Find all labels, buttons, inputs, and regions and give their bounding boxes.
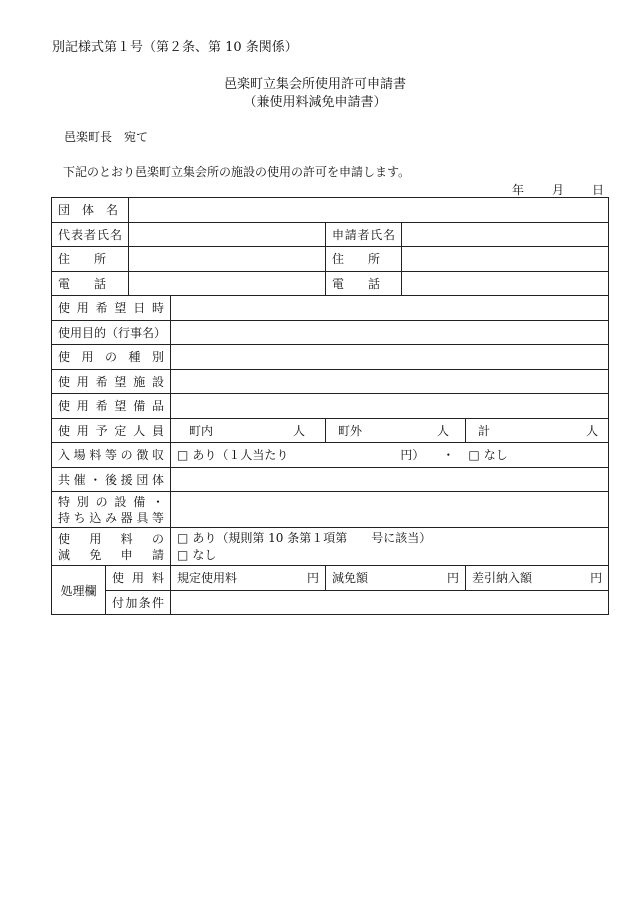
standard-fee-field[interactable] [171,566,326,591]
label-representative: 代表者氏名 [52,222,129,247]
label-group-name: 団 体 名 [52,198,129,223]
row-fee-reduction [52,528,609,566]
row-additional-conditions [52,590,609,615]
applicant-field[interactable] [402,222,609,247]
label-special-equipment-line1: 特別の設備・ [58,494,165,509]
checkbox-reduction-no[interactable]: □ [177,547,189,562]
label-in-town: 町内 [189,423,214,438]
reduction-no-label: なし [192,547,217,562]
fee-reduction-field[interactable] [171,528,609,566]
phone-field-2[interactable] [402,271,609,296]
label-usage-type: 使用の種別 [52,345,171,370]
unit-yen: 円 [447,571,460,586]
application-form-table [51,197,609,615]
row-group-name [52,198,609,223]
label-purpose: 使用目的（行事名） [52,320,171,345]
phone-field[interactable] [129,271,326,296]
unit-yen: 円 [590,571,603,586]
label-phone-2: 電 話 [326,271,402,296]
addressee: 邑楽町長 宛て [64,130,149,144]
row-desired-equipment [52,394,609,419]
label-standard-fee: 規定使用料 [177,571,238,586]
reduction-yes-label: あり（規則第 10 条第１項第 号に該当） [192,530,432,545]
row-desired-facility [52,369,609,394]
row-representative [52,222,609,247]
reduction-amount-field[interactable] [326,566,466,591]
row-phone [52,271,609,296]
label-special-equipment-line2: 持ち込み器具等 [58,510,165,525]
people-total-field[interactable] [466,418,609,443]
row-desired-datetime [52,296,609,321]
label-desired-equipment: 使用希望備品 [52,394,171,419]
form-subtitle: （兼使用料減免申請書） [243,95,387,110]
special-equipment-field[interactable] [171,492,609,528]
label-fee-reduction [52,528,171,566]
label-net-payment: 差引納入額 [472,571,533,586]
date-day: 日 [591,183,604,197]
admission-yen-label: 円） [400,448,425,463]
row-special-equipment [52,492,609,528]
checkbox-reduction-yes[interactable]: □ [177,530,189,545]
date-year: 年 [511,183,524,197]
address-field-2[interactable] [402,247,609,272]
label-outside: 町外 [338,423,363,438]
label-sponsors: 共催・後援団体 [52,467,171,492]
label-desired-datetime: 使用希望日時 [52,296,171,321]
admission-fee-field[interactable] [171,443,609,468]
label-processing: 処理欄 [52,566,106,615]
label-applicant: 申請者氏名 [326,222,402,247]
label-desired-facility: 使用希望施設 [52,369,171,394]
row-sponsors [52,467,609,492]
checkbox-admission-yes[interactable]: □ [177,448,189,463]
label-address-2: 住 所 [326,247,402,272]
date-line [512,181,604,198]
row-planned-people [52,418,609,443]
label-usage-fee: 使用料 [106,566,171,591]
label-admission-fee: 入場料等の徴収 [52,443,171,468]
desired-datetime-field[interactable] [171,296,609,321]
date-month: 月 [551,183,564,197]
row-address [52,247,609,272]
unit-people: 人 [293,423,306,438]
label-phone: 電 話 [52,271,129,296]
row-usage-type [52,345,609,370]
admission-separator: ・ [442,448,455,463]
label-address: 住 所 [52,247,129,272]
checkbox-admission-no[interactable]: □ [468,448,480,463]
row-admission-fee [52,443,609,468]
row-purpose [52,320,609,345]
net-payment-field[interactable] [466,566,609,591]
group-name-field[interactable] [129,198,609,223]
form-title: 邑楽町立集会所使用許可申請書 [223,77,406,92]
form-number: 別記様式第１号（第２条、第 10 条関係） [52,40,298,55]
desired-facility-field[interactable] [171,369,609,394]
purpose-field[interactable] [171,320,609,345]
intro-text: 下記のとおり邑楽町立集会所の施設の使用の許可を申請します。 [63,165,411,179]
row-processing-fee [52,566,609,591]
people-in-town-field[interactable] [171,418,326,443]
admission-no-label: なし [483,448,508,463]
admission-yes-label: あり（１人当たり [192,448,289,463]
sponsors-field[interactable] [171,467,609,492]
people-outside-field[interactable] [326,418,466,443]
label-fee-reduction-line2: 減 免 申 請 [58,547,165,562]
label-special-equipment [52,492,171,528]
label-planned-people: 使用予定人員 [52,418,171,443]
label-total: 計 [478,423,491,438]
unit-people: 人 [437,423,450,438]
unit-people: 人 [586,423,599,438]
desired-equipment-field[interactable] [171,394,609,419]
additional-conditions-field[interactable] [171,590,609,615]
address-field[interactable] [129,247,326,272]
label-fee-reduction-line1: 使 用 料 の [58,531,165,546]
unit-yen: 円 [307,571,320,586]
label-additional-conditions: 付加条件 [106,590,171,615]
usage-type-field[interactable] [171,345,609,370]
representative-field[interactable] [129,222,326,247]
label-reduction-amount: 減免額 [332,571,369,586]
